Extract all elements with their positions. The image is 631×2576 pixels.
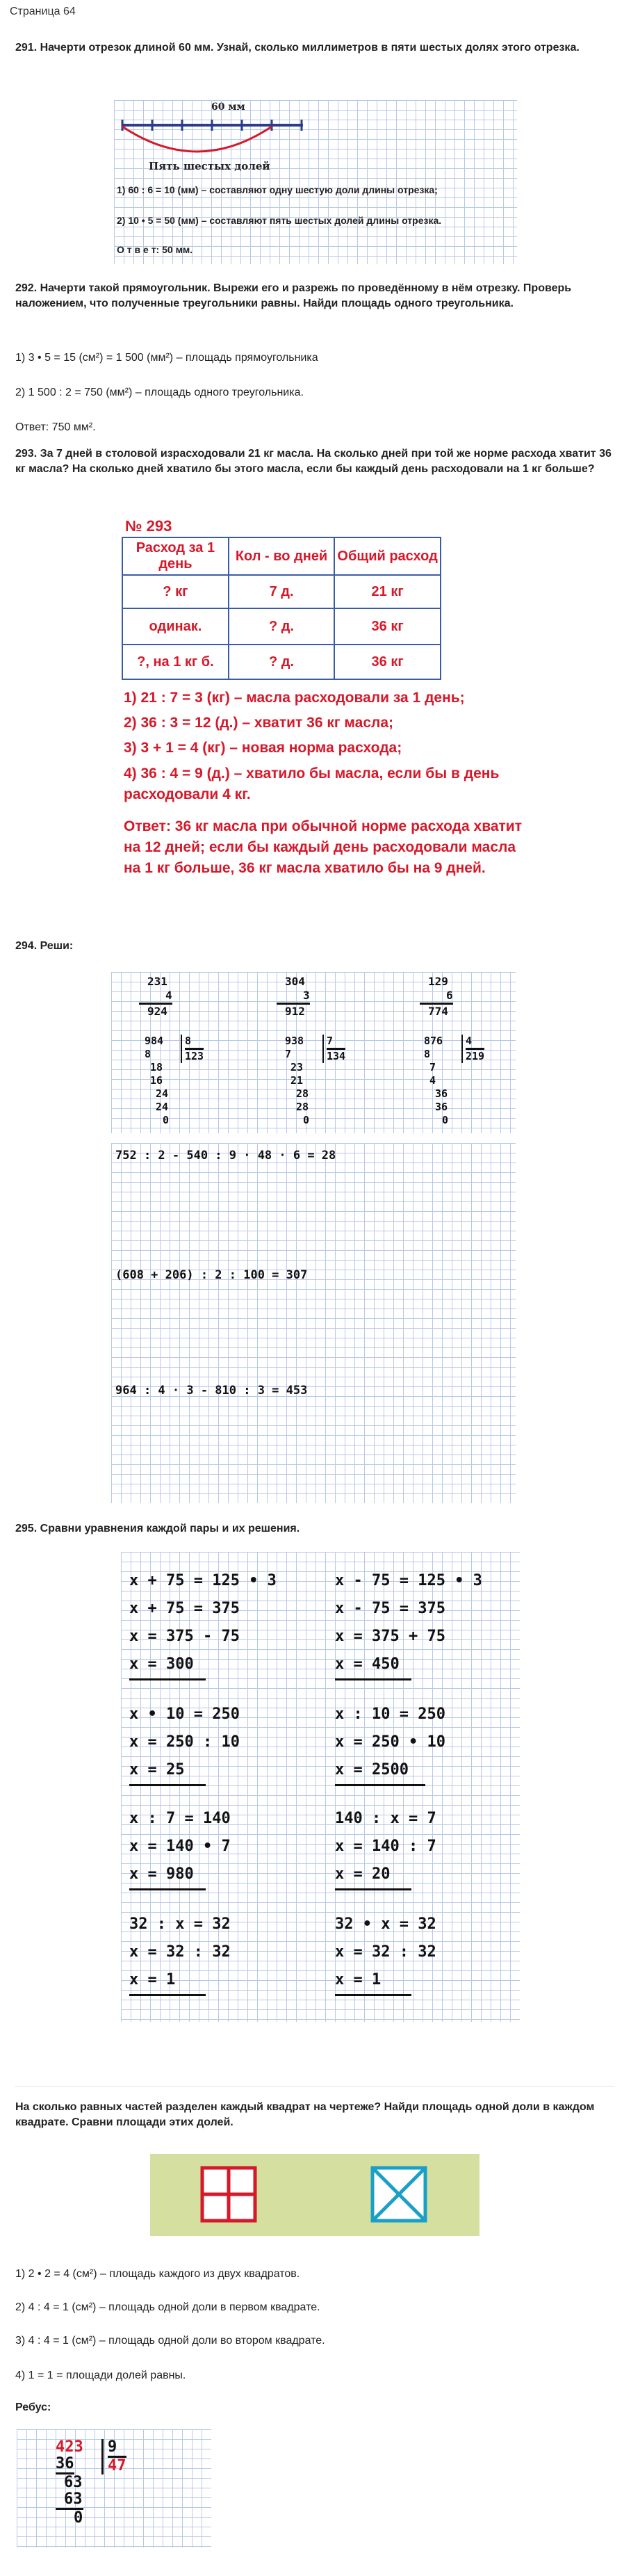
r-g4-1: x = 32 : 32: [335, 1943, 436, 1961]
mult2-b: 3: [277, 989, 310, 1005]
r-g4-2: x = 1: [335, 1966, 411, 1996]
t293-answer: Ответ: 36 кг масла при обычной норме расхода хватит на 12 дней; если бы каждый день расходовали масла на 1 кг больше, 36 кг масла хватило бы на 9 дней.: [124, 818, 522, 876]
l-g4-0: 32 : x = 32: [129, 1915, 231, 1933]
l-g2-1: x = 250 : 10: [129, 1733, 240, 1751]
r-g1-2: x = 375 + 75: [335, 1628, 445, 1645]
div3-l4: 36: [435, 1087, 448, 1100]
t292-answer: Ответ: 750 мм².: [15, 421, 96, 433]
rebus-l2: 36: [56, 2456, 74, 2474]
t293-step2: 2) 36 : 3 = 12 (д.) – хватит 36 кг масла;: [124, 715, 394, 731]
r-g1-1: x - 75 = 375: [335, 1600, 445, 1617]
l-g1-2: x = 375 - 75: [129, 1628, 240, 1645]
task-294-text: 294. Реши:: [15, 940, 74, 952]
squares-line3: 3) 4 : 4 = 1 (см²) – площадь одной доли во втором квадрате.: [15, 2335, 325, 2347]
div3-l1: 8: [424, 1048, 431, 1060]
r-g2-0: x : 10 = 250: [335, 1706, 445, 1723]
div1-divisor: 8: [185, 1035, 204, 1050]
div1-l6: 0: [163, 1114, 170, 1126]
l-g4-1: x = 32 : 32: [129, 1943, 231, 1961]
cell-r2c1: одинак.: [122, 608, 229, 645]
squares-task-text: На сколько равных частей разделен каждый квадрат на чертеже? Найди площадь одной доли в каждом квадрате. Сравни площади этих долей.: [15, 2101, 595, 2128]
l-g3-2: x = 980: [129, 1861, 206, 1890]
header-days: Кол - во дней: [229, 537, 334, 575]
task-295-grid: [121, 1552, 520, 2022]
l-g2-0: x • 10 = 250: [129, 1706, 240, 1723]
cell-r1c3: 21 кг: [334, 575, 441, 608]
div3-l2: 7: [429, 1061, 436, 1074]
task-293-number: № 293: [125, 517, 172, 535]
div1-l1: 8: [145, 1048, 151, 1060]
r-g2-2: x = 2500: [335, 1756, 425, 1786]
div3-l5: 36: [435, 1101, 448, 1113]
div1-l3: 16: [150, 1074, 163, 1087]
divider: [15, 2086, 614, 2087]
task-294-grid-1: [111, 972, 516, 1133]
mult3-a: 129: [428, 975, 448, 988]
task-293-table: [122, 537, 441, 680]
mult1-a: 231: [147, 975, 167, 988]
page-title: Страница 64: [10, 6, 76, 17]
div2-l6: 0: [303, 1114, 310, 1126]
div1-quot: 123: [185, 1050, 204, 1062]
task-291-grid: [114, 100, 517, 264]
squares-panel: [150, 2154, 480, 2236]
cell-r3c2: ? д.: [229, 645, 334, 679]
l-g3-1: x = 140 • 7: [129, 1838, 231, 1855]
mult3-b: 6: [420, 989, 453, 1005]
r-g3-0: 140 : x = 7: [335, 1810, 436, 1827]
task-294-grid-2: [111, 1143, 516, 1503]
div2-l2: 23: [290, 1061, 304, 1074]
t293-step4: 4) 36 : 4 = 9 (д.) – хватило бы масла, если бы в день расходовали 4 кг.: [124, 765, 500, 802]
div2-l0: 938: [285, 1035, 304, 1047]
div1-l5: 24: [156, 1101, 169, 1113]
segment-label: 60 мм: [211, 102, 245, 113]
rebus-l3: 63: [64, 2474, 83, 2491]
t291-line2: 2) 10 • 5 = 50 (мм) – составляют пять шестых долей длины отрезка.: [117, 215, 442, 226]
t293-step1: 1) 21 : 7 = 3 (кг) – масла расходовали за 1 день;: [124, 690, 465, 706]
cell-r1c1: ? кг: [122, 575, 229, 608]
r-g1-3: x = 450: [335, 1651, 411, 1680]
task-295-text: 295. Сравни уравнения каждой пары и их решения.: [15, 1523, 300, 1534]
task-293-text: 293. За 7 дней в столовой израсходовали 21 кг масла. На сколько дней при той же норме расхода хватит 36 кг масла? На сколько дней хватило бы этого масла, если бы каждый день расходовали на 1 кг больше?: [15, 448, 612, 475]
mult3-r: 774: [428, 1005, 448, 1018]
div1-l4: 24: [156, 1087, 169, 1100]
squares-drawing: [150, 2154, 480, 2236]
cell-r2c2: ? д.: [229, 608, 334, 645]
div2-divisor: 7: [327, 1035, 345, 1050]
cell-r3c1: ?, на 1 кг б.: [122, 645, 229, 679]
div1-l2: 18: [150, 1061, 163, 1074]
l-g1-1: x + 75 = 375: [129, 1600, 240, 1617]
cell-r1c2: 7 д.: [229, 575, 334, 608]
l-g1-3: x = 300: [129, 1651, 206, 1680]
div3-l6: 0: [442, 1114, 449, 1126]
mult2-r: 912: [285, 1005, 305, 1018]
squares-line1: 1) 2 • 2 = 4 (см²) – площадь каждого из двух квадратов.: [15, 2268, 300, 2280]
expr1: 752 : 2 - 540 : 9 · 48 · 6 = 28: [115, 1149, 336, 1163]
div2-l5: 28: [296, 1101, 309, 1113]
squares-line4: 4) 1 = 1 = площади долей равны.: [15, 2370, 186, 2381]
header-rate: Расход за 1 день: [122, 537, 229, 575]
t291-line1: 1) 60 : 6 = 10 (мм) – составляют одну шестую доли длины отрезка;: [117, 184, 438, 195]
div2-quot: 134: [327, 1050, 346, 1062]
expr3: 964 : 4 · 3 - 810 : 3 = 453: [115, 1384, 308, 1398]
t292-line2: 2) 1 500 : 2 = 750 (мм²) – площадь одного треугольника.: [15, 387, 304, 398]
r-g2-1: x = 250 • 10: [335, 1733, 445, 1751]
r-g3-2: x = 20: [335, 1861, 411, 1890]
rebus-l5: 0: [74, 2509, 83, 2527]
rebus-grid: [17, 2429, 211, 2547]
div3-l0: 876: [424, 1035, 443, 1047]
task-291-text: 291. Начерти отрезок длиной 60 мм. Узнай, сколько миллиметров в пяти шестых долях этого отрезка.: [15, 42, 580, 54]
expr2: (608 + 206) : 2 : 100 = 307: [115, 1268, 308, 1282]
div2-l3: 21: [290, 1074, 304, 1087]
r-g4-0: 32 • x = 32: [335, 1915, 436, 1933]
div2-l1: 7: [285, 1048, 292, 1060]
mult1-r: 924: [147, 1005, 167, 1018]
task-292-text: 292. Начерти такой прямоугольник. Вырежи его и разрежь по проведённому в нём отрезку. Проверь наложением, что полученные треугольники равны. Найди площадь одного треугольника.: [15, 282, 572, 309]
rebus-l4: 63: [56, 2491, 83, 2510]
mult2-a: 304: [285, 975, 305, 988]
t292-line1: 1) 3 • 5 = 15 (см²) = 1 500 (мм²) – площадь прямоугольника: [15, 352, 318, 364]
div3-quot: 219: [466, 1050, 485, 1062]
l-g4-2: x = 1: [129, 1966, 206, 1996]
div2-l4: 28: [296, 1087, 309, 1100]
div3-divisor: 4: [466, 1035, 484, 1050]
arc-label: Пять шестых долей: [149, 160, 270, 172]
rebus-title: Ребус:: [15, 2401, 51, 2413]
squares-line2: 2) 4 : 4 = 1 (см²) – площадь одной доли в первом квадрате.: [15, 2301, 320, 2313]
cell-r3c3: 36 кг: [334, 645, 441, 679]
mult1-b: 4: [139, 989, 172, 1005]
div3-l3: 4: [429, 1074, 436, 1087]
t291-answer: О т в е т: 50 мм.: [117, 244, 193, 255]
l-g3-0: x : 7 = 140: [129, 1810, 231, 1827]
rebus-divisor: 9: [108, 2439, 126, 2458]
rebus-dividend: 423: [56, 2438, 83, 2456]
l-g1-0: x + 75 = 125 • 3: [129, 1572, 277, 1589]
rebus-quot: 47: [108, 2457, 126, 2474]
div1-l0: 984: [145, 1035, 164, 1047]
r-g3-1: x = 140 : 7: [335, 1838, 436, 1855]
header-total: Общий расход: [334, 537, 441, 575]
l-g2-2: x = 25: [129, 1756, 206, 1786]
t293-step3: 3) 3 + 1 = 4 (кг) – новая норма расхода;: [124, 740, 402, 756]
cell-r2c3: 36 кг: [334, 608, 441, 645]
r-g1-0: x - 75 = 125 • 3: [335, 1572, 482, 1589]
